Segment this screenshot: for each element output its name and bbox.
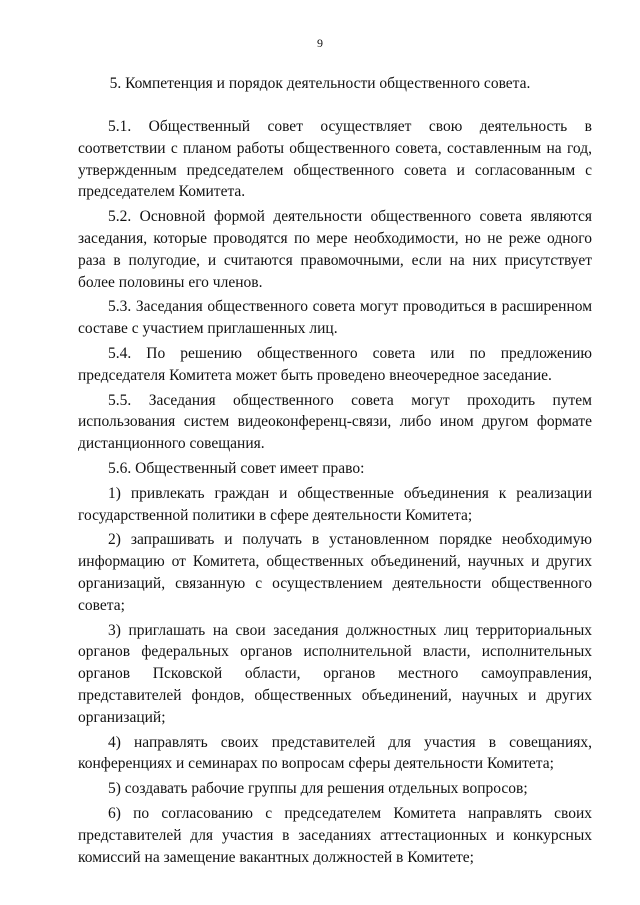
- section-heading: 5. Компетенция и порядок деятельности общественного совета.: [109, 75, 531, 92]
- paragraph-5-2: 5.2. Основной формой деятельности общественного совета являются заседания, которые проводятся по мере необходимости, но не реже одного раза в полугодие, и считаются правомочными, если на них присутствует более половины его членов.: [78, 208, 592, 291]
- list-item-3: 3) приглашать на свои заседания должностных лиц территориальных органов федеральных органов исполнительной власти, исполнительных органов Псковской области, органов местного самоуправления, представителей фондов, общественных объединений, научных и других организаций;: [78, 621, 592, 726]
- paragraph-5-1: 5.1. Общественный совет осуществляет свою деятельность в соответствии с планом работы общественного совета, составленным на год, утвержденным председателем общественного совета и согласованным с председателем Комитета.: [78, 118, 592, 201]
- list-item-4: 4) направлять своих представителей для участия в совещаниях, конференциях и семинарах по вопросам сферы деятельности Комитета;: [78, 733, 592, 773]
- paragraph-5-4: 5.4. По решению общественного совета или по предложению председателя Комитета может быть проведено внеочередное заседание.: [78, 344, 592, 384]
- page-number: 9: [317, 36, 323, 50]
- paragraph-5-5: 5.5. Заседания общественного совета могут проходить путем использования систем видеоконференц-связи, либо ином другом формате дистанционного совещания.: [78, 391, 592, 453]
- paragraph-5-3: 5.3. Заседания общественного совета могут проводиться в расширенном составе с участием приглашенных лиц.: [78, 298, 592, 338]
- list-item-2: 2) запрашивать и получать в установленном порядке необходимую информацию от Комитета, общественных объединений, научных и других организаций, связанную с осуществлением деятельности общественного совета;: [78, 531, 592, 614]
- list-item-5: 5) создавать рабочие группы для решения отдельных вопросов;: [108, 780, 528, 798]
- paragraph-5-6: 5.6. Общественный совет имеет право:: [108, 459, 365, 477]
- list-item-6: 6) по согласованию с председателем Комитета направлять своих представителей для участия в заседаниях аттестационных и конкурсных комиссий на замещение вакантных должностей в Комитете;: [78, 804, 592, 866]
- document-body: [78, 116, 592, 871]
- list-item-1: 1) привлекать граждан и общественные объединения к реализации государственной политики в сфере деятельности Комитета;: [78, 484, 592, 524]
